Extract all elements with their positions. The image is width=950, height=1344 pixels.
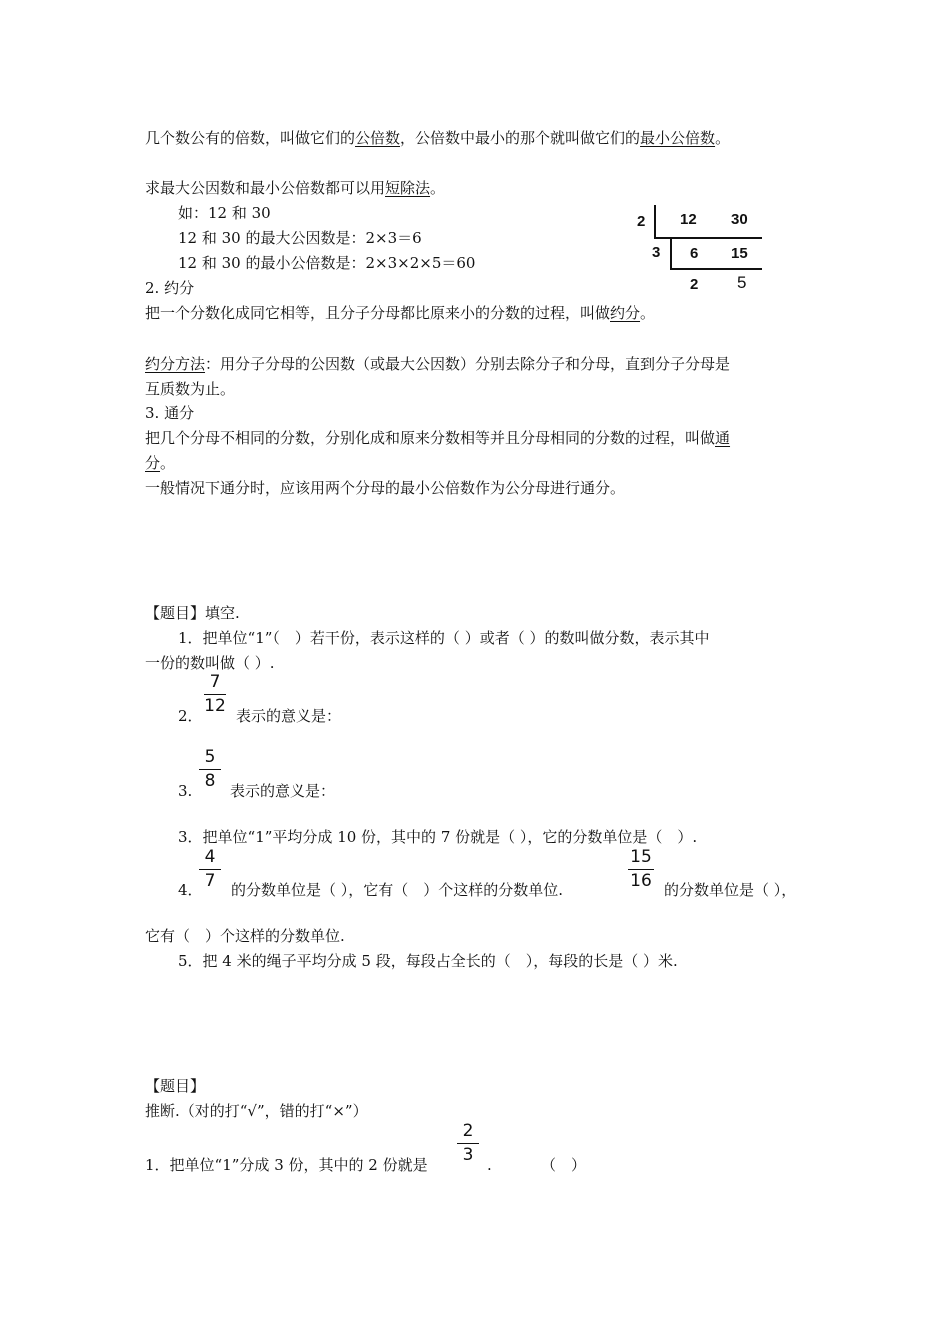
fraction-bar <box>457 1143 479 1144</box>
text: 求最大公因数和最小公倍数都可以用 <box>145 179 386 197</box>
fraction-2-3 <box>456 1121 480 1165</box>
lcm-result: 12 和 30 的最小公倍数是：2×3×2×5＝60 <box>178 254 476 272</box>
term-common-denominator: 通 <box>715 429 731 447</box>
section-2-heading: 2. 约分 <box>145 279 195 297</box>
quotient-1b: 15 <box>731 245 748 262</box>
q1-item-1-cont: 一份的数叫做（ ）. <box>145 654 275 672</box>
dividend-1a: 12 <box>680 211 697 228</box>
denominator: 16 <box>630 871 652 891</box>
reduction-method-cont: 互质数为止。 <box>145 380 236 398</box>
division-bracket-vertical-1 <box>654 205 656 238</box>
quotient-2a: 2 <box>690 276 699 293</box>
q2-item-1: 1．把单位“1”分成 3 份，其中的 2 份就是 <box>145 1156 428 1174</box>
numerator: 2 <box>462 1121 474 1141</box>
quotient-1a: 6 <box>690 245 699 262</box>
text: 。 <box>160 454 176 472</box>
q2-item-1-period: . <box>487 1156 492 1174</box>
q1-item-4-text: 的分数单位是（ ），它有（ ）个这样的分数单位. <box>231 881 564 899</box>
q1-item-3b: 3．把单位“1”平均分成 10 份，其中的 7 份就是（ ），它的分数单位是（ ）. <box>178 828 698 846</box>
numerator: 15 <box>630 847 652 867</box>
term-reduction: 约分 <box>610 304 641 322</box>
numerator: 5 <box>204 747 216 767</box>
fraction-bar <box>199 769 221 770</box>
divisor-1: 2 <box>637 213 646 230</box>
text: 把几个分母不相同的分数，分别化成和原来分数相等并且分母相同的分数的过程，叫做 <box>145 429 716 447</box>
q1-item-4-cont: 它有（ ）个这样的分数单位. <box>145 927 345 945</box>
text: 把一个分数化成同它相等，且分子分母都比原来小的分数的过程，叫做 <box>145 304 611 322</box>
q1-item-2-text: 表示的意义是： <box>236 707 342 725</box>
denominator: 7 <box>204 871 216 891</box>
fraction-5-8 <box>198 747 222 791</box>
quotient-2b: 5 <box>737 273 747 292</box>
numerator: 7 <box>209 672 221 692</box>
numerator: 4 <box>204 847 216 867</box>
denominator: 8 <box>204 771 216 791</box>
q2-item-1-answer-parens: （ ） <box>541 1156 587 1174</box>
q1-item-4-text-2: 的分数单位是（ ）， <box>664 881 797 899</box>
example-label: 如：12 和 30 <box>178 204 271 222</box>
division-bracket-horizontal-2 <box>670 268 762 270</box>
short-division-intro <box>145 178 445 198</box>
text: ，公倍数中最小的那个就叫做它们的 <box>400 129 641 147</box>
divisor-2: 3 <box>652 244 661 261</box>
division-bracket-vertical-2 <box>670 238 672 269</box>
fraction-bar <box>628 869 654 870</box>
reduction-method <box>145 354 730 374</box>
common-denominator-definition <box>145 428 730 448</box>
question-1-title: 【题目】填空. <box>145 604 240 622</box>
q1-item-4-number: 4． <box>178 881 203 899</box>
common-denominator-definition-cont <box>145 453 175 473</box>
q1-item-2-number: 2． <box>178 707 203 725</box>
term-common-denominator: 分 <box>145 454 161 472</box>
q2-instructions: 推断.（对的打“√”，错的打“×”） <box>145 1102 368 1120</box>
fraction-bar <box>204 694 226 695</box>
term-reduction-method: 约分方法 <box>145 355 206 373</box>
q1-item-3-text: 表示的意义是： <box>230 782 336 800</box>
q1-item-1: 1．把单位“1”（ ）若干份，表示这样的（ ）或者（ ）的数叫做分数，表示其中 <box>178 629 710 647</box>
denominator: 12 <box>204 696 226 716</box>
fraction-4-7 <box>198 847 222 891</box>
common-denominator-note: 一般情况下通分时，应该用两个分母的最小公倍数作为公分母进行通分。 <box>145 479 626 497</box>
term-lcm: 最小公倍数 <box>640 129 716 147</box>
dividend-1b: 30 <box>731 211 748 228</box>
text: ：用分子分母的公因数（或最大公因数）分别去除分子和分母，直到分子分母是 <box>205 355 731 373</box>
text: 。 <box>715 129 731 147</box>
q1-item-3-number: 3. <box>178 782 193 800</box>
text: 几个数公有的倍数，叫做它们的 <box>145 129 356 147</box>
term-short-division: 短除法 <box>385 179 431 197</box>
q1-item-5: 5．把 4 米的绳子平均分成 5 段，每段占全长的（ ），每段的长是（ ）米. <box>178 952 678 970</box>
gcd-result: 12 和 30 的最大公因数是：2×3＝6 <box>178 229 422 247</box>
text: 。 <box>640 304 656 322</box>
section-3-heading: 3. 通分 <box>145 404 195 422</box>
lcm-definition <box>145 128 730 148</box>
denominator: 3 <box>462 1145 474 1165</box>
fraction-7-12 <box>203 672 227 716</box>
term-common-multiple: 公倍数 <box>355 129 401 147</box>
text: 。 <box>430 179 446 197</box>
question-2-title: 【题目】 <box>145 1077 206 1095</box>
fraction-bar <box>199 869 221 870</box>
reduction-definition <box>145 303 655 323</box>
fraction-15-16 <box>627 847 655 891</box>
